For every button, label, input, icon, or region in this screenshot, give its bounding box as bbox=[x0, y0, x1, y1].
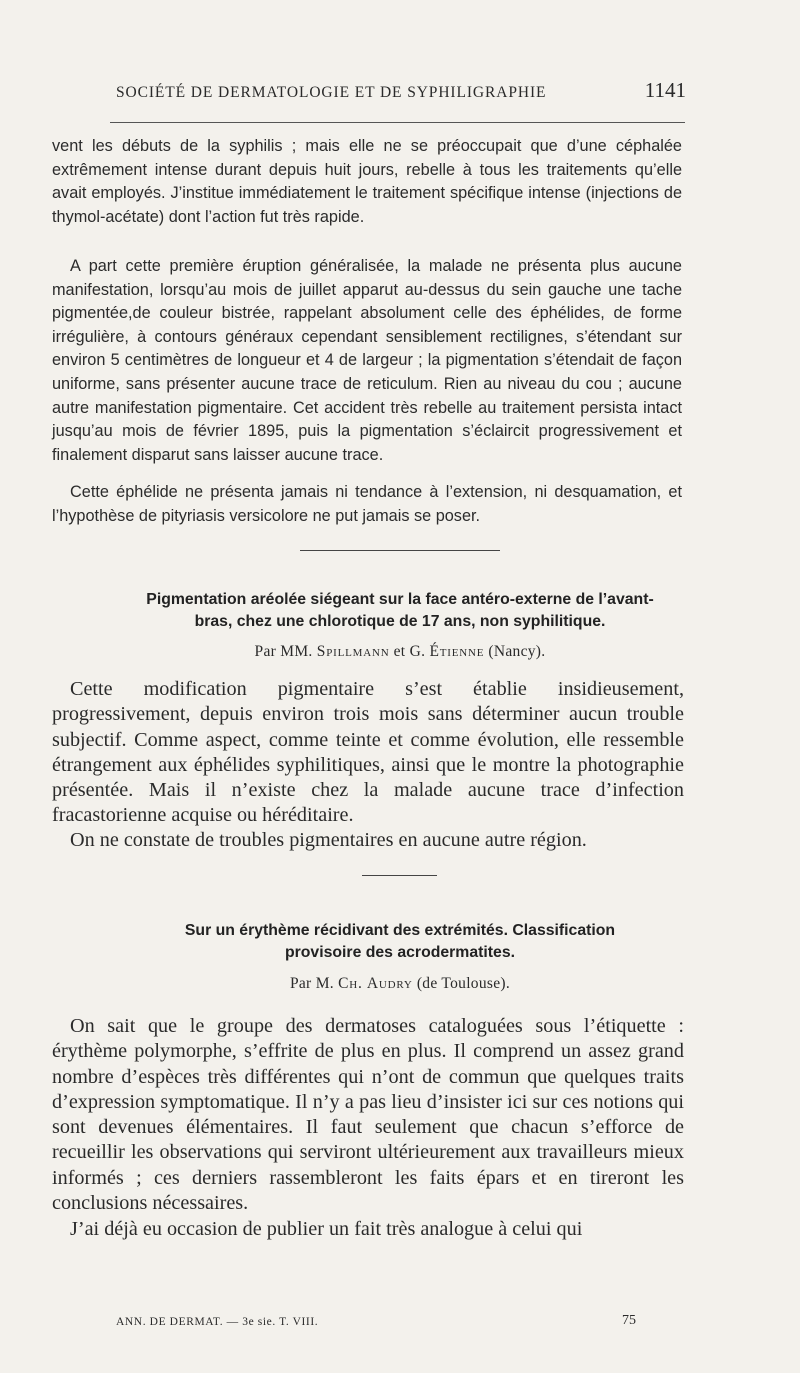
page-number: 1141 bbox=[644, 78, 686, 102]
running-title: SOCIÉTÉ DE DERMATOLOGIE ET DE SYPHILIGRAPHIE bbox=[116, 84, 547, 101]
header-rule bbox=[110, 122, 685, 123]
paragraph-continued: vent les débuts de la syphilis ; mais elle ne se préoccupait que d’une céphalée extrêmement intense durant depuis huit jours, rebelle à tous les traitements qu’elle avait employés. J’institue immédiatement le traitement spécifique intense (injections de thymol-acétate) dont l’action fut très rapide. bbox=[52, 137, 682, 226]
article-title-line: Pigmentation aréolée siégeant sur la face antéro-externe de l’avant- bbox=[146, 591, 654, 608]
paragraph: On ne constate de troubles pigmentaires en aucune autre région. bbox=[70, 829, 587, 851]
sheet-number: 75 bbox=[622, 1313, 636, 1328]
article-title-line: provisoire des acrodermatites. bbox=[284, 944, 516, 961]
author-surname: Audry bbox=[366, 975, 413, 992]
author-surname: Spillmann bbox=[316, 643, 390, 660]
article-title-line: bras, chez une chlorotique de 17 ans, non syphilitique. bbox=[194, 613, 606, 630]
paragraph: On sait que le groupe des dermatoses cataloguées sous l’étiquette : érythème polymorphe, s’effrite de plus en plus. Il comprend un assez grand nombre d’espèces très différentes qui n’ont de commun que quelques traits d’expression symptomatique. Il n’y a pas lieu d’insister ici sur ces notions qui sont devenues élémentaires. Il faut seulement que chacun s’efforce de recueillir les observations qui serviront ultérieurement aux travailleurs mieux informés ; ces derniers rassembleront les faits épars et en tireront les conclusions nécessaires. bbox=[52, 1015, 684, 1215]
author-surname: Étienne bbox=[429, 643, 485, 660]
article-title bbox=[60, 920, 740, 964]
article-title-line: Sur un érythème récidivant des extrémités. Classification bbox=[184, 922, 616, 939]
section-separator bbox=[300, 550, 500, 551]
section-separator bbox=[362, 875, 437, 876]
author-initial: Ch. bbox=[338, 975, 363, 992]
paragraph: Cette modification pigmentaire s’est établie insidieusement, progressivement, depuis environ trois mois sans déterminer aucun trouble subjectif. Comme aspect, comme teinte et comme évolution, elle ressemble étrangement aux éphélides syphilitiques, ainsi que le montre la photographie présentée. Mais il n’existe chez la malade aucune trace d’infection fracastorienne acquise ou héréditaire. bbox=[52, 678, 684, 827]
signature-mark: ANN. DE DERMAT. — 3e sie. T. VIII. bbox=[116, 1316, 319, 1328]
article-author: Par M. Ch. Audry (de Toulouse). bbox=[289, 975, 511, 992]
article-title bbox=[60, 589, 740, 633]
paragraph: J’ai déjà eu occasion de publier un fait très analogue à celui qui bbox=[70, 1218, 583, 1240]
paragraph: Cette éphélide ne présenta jamais ni tendance à l’extension, ni desquamation, et l’hypothèse de pityriasis versicolore ne put jamais se poser. bbox=[52, 483, 682, 525]
article-author: Par MM. Spillmann et G. Étienne (Nancy). bbox=[254, 643, 546, 660]
paragraph: A part cette première éruption généralisée, la malade ne présenta plus aucune manifestation, lorsqu’au mois de juillet apparut au-dessus du sein gauche une tache pigmentée,de couleur bistrée, rappelant absolument celle des éphélides, de forme irrégulière, à contours généraux cependant sensiblement rectilignes, s’étendant sur environ 5 centimètres de longueur et 4 de largeur ; la pigmentation s’étendait de façon uniforme, sans présenter aucune trace de reticulum. Rien au niveau du cou ; aucune autre manifestation pigmentaire. Cet accident très rebelle au traitement persista intact jusqu’au mois de février 1895, puis la pigmentation s’éclaircit progressivement et finalement disparut sans laisser aucune trace. bbox=[52, 257, 682, 464]
